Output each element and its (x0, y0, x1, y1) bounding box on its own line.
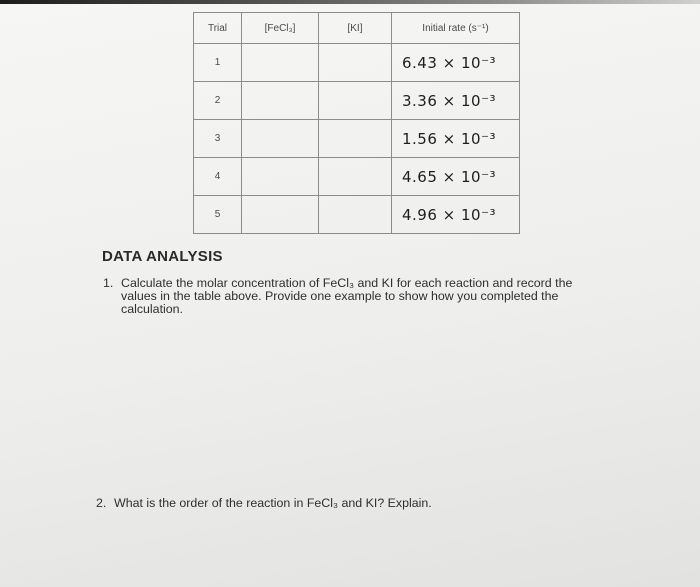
fecl3-cell (242, 196, 319, 234)
section-heading: DATA ANALYSIS (102, 248, 223, 265)
question-number: 1. (103, 276, 114, 290)
trial-number: 5 (194, 196, 242, 234)
ki-cell (319, 196, 392, 234)
header-initial-rate: Initial rate (s⁻¹) (392, 13, 520, 44)
initial-rate-cell: 6.43 × 10⁻³ (392, 44, 520, 82)
table-row (194, 158, 520, 196)
header-ki-concentration: [KI] (319, 13, 392, 44)
question-1 (103, 277, 603, 316)
ki-cell (319, 82, 392, 120)
data-table (193, 12, 520, 234)
ki-cell (319, 120, 392, 158)
table-row (194, 120, 520, 158)
initial-rate-cell: 4.96 × 10⁻³ (392, 196, 520, 234)
page-top-edge (0, 0, 700, 4)
question-2 (96, 497, 596, 510)
trial-number: 3 (194, 120, 242, 158)
question-text: What is the order of the reaction in FeCl₃ and KI? Explain. (114, 496, 432, 510)
table-row (194, 82, 520, 120)
question-text: Calculate the molar concentration of FeCl₃ and KI for each reaction and record the values in the table above. Provide one example to show how you completed the calculation. (121, 276, 573, 316)
initial-rate-cell: 1.56 × 10⁻³ (392, 120, 520, 158)
table-header-row (194, 13, 520, 44)
initial-rate-cell: 3.36 × 10⁻³ (392, 82, 520, 120)
header-trial: Trial (194, 13, 242, 44)
ki-cell (319, 44, 392, 82)
trial-number: 4 (194, 158, 242, 196)
fecl3-cell (242, 158, 319, 196)
question-number: 2. (96, 496, 107, 510)
table-row (194, 196, 520, 234)
ki-cell (319, 158, 392, 196)
fecl3-cell (242, 44, 319, 82)
table-row (194, 44, 520, 82)
initial-rate-cell: 4.65 × 10⁻³ (392, 158, 520, 196)
header-fecl3-concentration: [FeCl₃] (242, 13, 319, 44)
trial-number: 1 (194, 44, 242, 82)
trial-number: 2 (194, 82, 242, 120)
fecl3-cell (242, 82, 319, 120)
fecl3-cell (242, 120, 319, 158)
